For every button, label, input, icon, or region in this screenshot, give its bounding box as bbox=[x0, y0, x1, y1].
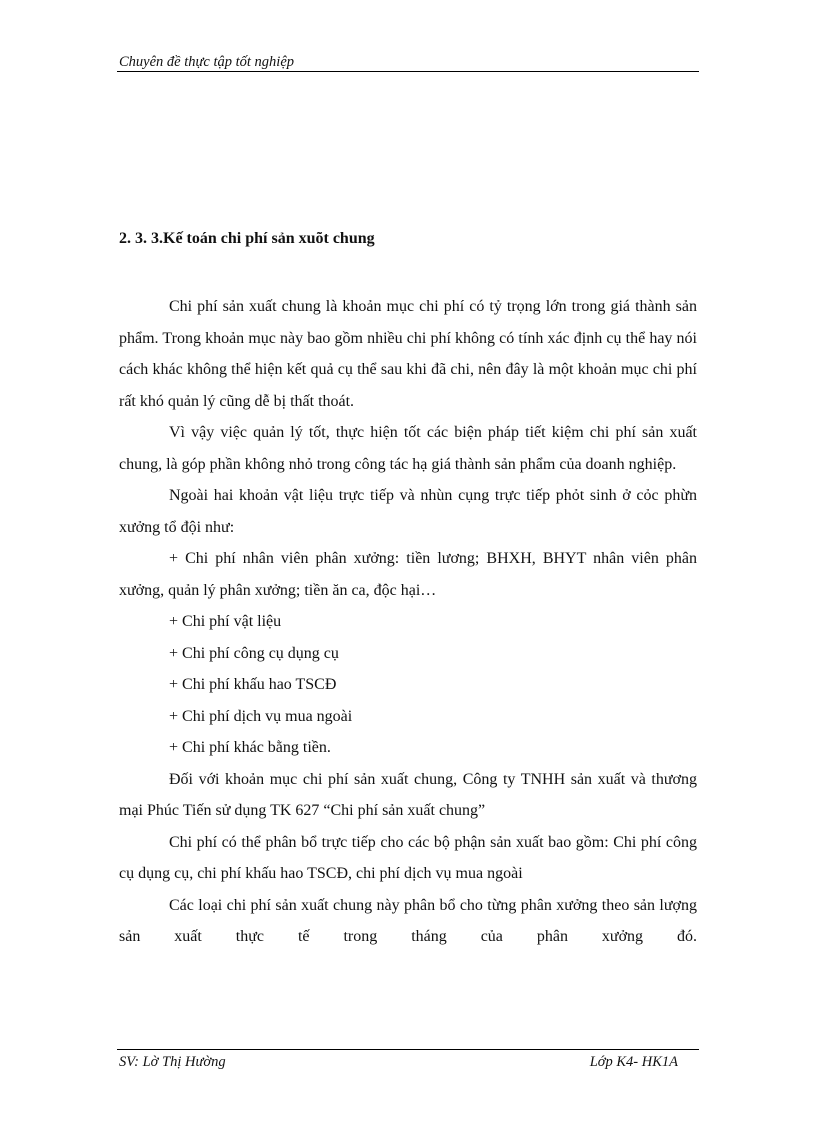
paragraph: Chi phí sản xuất chung là khoản mục chi phí có tỷ trọng lớn trong giá thành sản phẩm. Trong khoản mục này bao gồm nhiều chi phí không có tính xác định cụ thể hay nói cách khác không thể hiện kết quả cụ thể sau khi đã chi, nên đây là một khoản mục chi phí rất khó quản lý cũng dễ bị thất thoát. bbox=[119, 298, 697, 410]
page-header-title: Chuyên đề thực tập tốt nghiệp bbox=[119, 54, 295, 70]
paragraph: Đối với khoản mục chi phí sản xuất chung, Công ty TNHH sản xuất và thương mại Phúc Tiến sử dụng TK 627 “Chi phí sản xuất chung” bbox=[119, 770, 697, 819]
body-text bbox=[119, 291, 697, 953]
list-item: + Chi phí nhân viên phân xưởng: tiền lương; BHXH, BHYT nhân viên phân xưởng, quản lý phân xưởng; tiền ăn ca, độc hại… bbox=[119, 550, 697, 599]
footer-rule bbox=[117, 1049, 699, 1050]
header-rule bbox=[117, 71, 699, 72]
paragraph: Ngoài hai khoản vật liệu trực tiếp và nhùn cụng trực tiếp phỏt sinh ở cỏc phừn xưởng tổ đội như: bbox=[119, 487, 697, 536]
section-heading: 2. 3. 3.Kế toán chi phí sản xuõt chung bbox=[119, 230, 375, 247]
list-item: + Chi phí vật liệu bbox=[169, 613, 282, 630]
list-item: + Chi phí công cụ dụng cụ bbox=[169, 644, 339, 662]
paragraph: Các loại chi phí sản xuất chung này phân bổ cho từng phân xưởng theo sản lượng sản xuất thực tế trong tháng của phân xưởng đó. bbox=[119, 896, 697, 945]
paragraph: Chi phí có thể phân bổ trực tiếp cho các bộ phận sản xuất bao gồm: Chi phí công cụ dụng cụ, chi phí khấu hao TSCĐ, chi phí dịch vụ mua ngoài bbox=[119, 833, 697, 882]
list-item: + Chi phí dịch vụ mua ngoài bbox=[169, 707, 353, 725]
list-item: + Chi phí khấu hao TSCĐ bbox=[169, 676, 337, 693]
footer-class-name: Lớp K4- HK1A bbox=[589, 1054, 678, 1070]
paragraph: Vì vậy việc quản lý tốt, thực hiện tốt các biện pháp tiết kiệm chi phí sản xuất chung, là góp phần không nhỏ trong công tác hạ giá thành sản phẩm của doanh nghiệp. bbox=[119, 424, 697, 473]
list-item: + Chi phí khác bằng tiền. bbox=[169, 739, 331, 756]
footer-student-name: SV: Lờ Thị Hường bbox=[119, 1054, 226, 1070]
